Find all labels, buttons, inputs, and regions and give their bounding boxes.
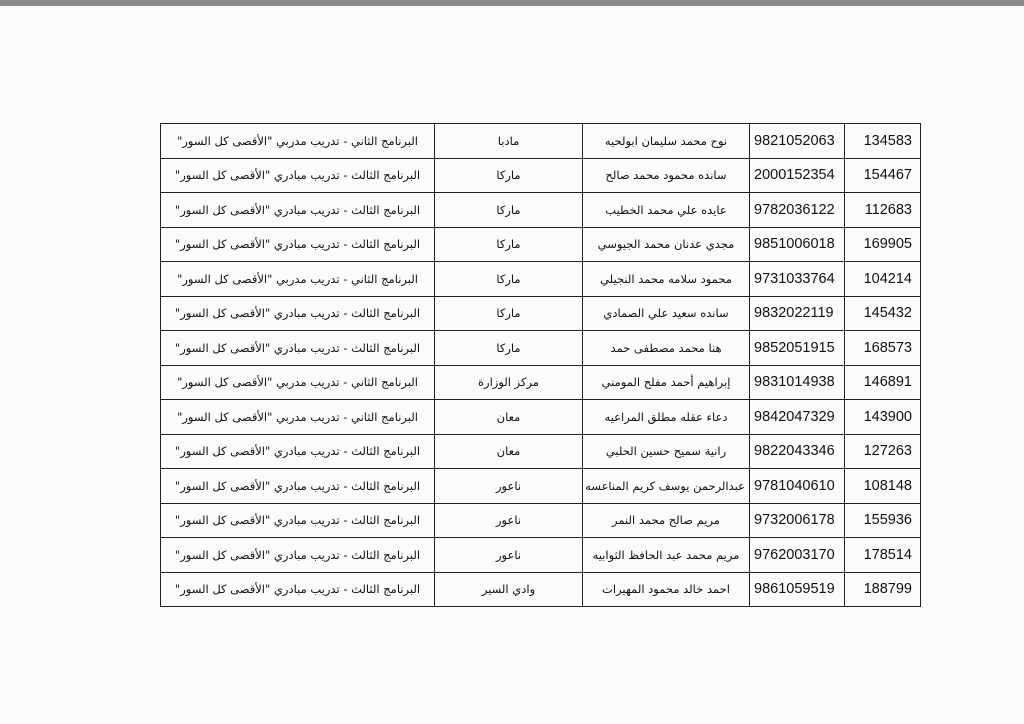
id-cell: 145432 xyxy=(845,296,921,331)
national-number-cell: 9762003170 xyxy=(750,538,845,573)
id-cell: 104214 xyxy=(845,262,921,297)
national-number-cell: 9852051915 xyxy=(750,331,845,366)
table-row xyxy=(161,365,921,400)
table-row xyxy=(161,572,921,607)
program-cell: البرنامج الثالث - تدريب مبادري "الأقصى كل السور" xyxy=(161,503,435,538)
program-cell: البرنامج الثالث - تدريب مبادري "الأقصى كل السور" xyxy=(161,296,435,331)
program-cell: البرنامج الثالث - تدريب مبادري "الأقصى كل السور" xyxy=(161,538,435,573)
table-row xyxy=(161,434,921,469)
national-number-cell: 2000152354 xyxy=(750,158,845,193)
table-row xyxy=(161,158,921,193)
name-cell: دعاء عقله مطلق المراعيه xyxy=(583,400,750,435)
name-cell: عبدالرحمن يوسف كريم المناعسه xyxy=(583,469,750,504)
program-cell: البرنامج الثالث - تدريب مبادري "الأقصى كل السور" xyxy=(161,158,435,193)
name-cell: احمد خالد محمود المهيرات xyxy=(583,572,750,607)
directorate-cell: ماركا xyxy=(435,331,583,366)
table-row xyxy=(161,193,921,228)
table-row xyxy=(161,538,921,573)
program-cell: البرنامج الثالث - تدريب مبادري "الأقصى كل السور" xyxy=(161,434,435,469)
id-cell: 146891 xyxy=(845,365,921,400)
table-row xyxy=(161,469,921,504)
directorate-cell: معان xyxy=(435,434,583,469)
name-cell: مريم محمد عبد الحافظ الثوابيه xyxy=(583,538,750,573)
program-cell: البرنامج الثالث - تدريب مبادري "الأقصى كل السور" xyxy=(161,331,435,366)
directorate-cell: وادي السير xyxy=(435,572,583,607)
name-cell: هنا محمد مصطفى حمد xyxy=(583,331,750,366)
program-cell: البرنامج الثالث - تدريب مبادري "الأقصى كل السور" xyxy=(161,227,435,262)
directorate-cell: ماركا xyxy=(435,296,583,331)
directorate-cell: ناعور xyxy=(435,469,583,504)
id-cell: 154467 xyxy=(845,158,921,193)
name-cell: نوح محمد سليمان ابولحيه xyxy=(583,124,750,159)
table-row xyxy=(161,331,921,366)
directorate-cell: ناعور xyxy=(435,503,583,538)
id-cell: 143900 xyxy=(845,400,921,435)
program-cell: البرنامج الثاني - تدريب مدربي "الأقصى كل السور" xyxy=(161,262,435,297)
program-cell: البرنامج الثاني - تدريب مدربي "الأقصى كل السور" xyxy=(161,400,435,435)
id-cell: 108148 xyxy=(845,469,921,504)
table-body xyxy=(161,124,921,607)
document-page xyxy=(0,6,1024,724)
name-cell: مجدي عدنان محمد الجيوسي xyxy=(583,227,750,262)
directorate-cell: ماركا xyxy=(435,227,583,262)
participants-table xyxy=(160,123,921,607)
table-row xyxy=(161,503,921,538)
id-cell: 178514 xyxy=(845,538,921,573)
program-cell: البرنامج الثالث - تدريب مبادري "الأقصى كل السور" xyxy=(161,193,435,228)
name-cell: عايده علي محمد الخطيب xyxy=(583,193,750,228)
national-number-cell: 9821052063 xyxy=(750,124,845,159)
id-cell: 112683 xyxy=(845,193,921,228)
national-number-cell: 9842047329 xyxy=(750,400,845,435)
national-number-cell: 9861059519 xyxy=(750,572,845,607)
national-number-cell: 9782036122 xyxy=(750,193,845,228)
directorate-cell: مادبا xyxy=(435,124,583,159)
table-row xyxy=(161,227,921,262)
national-number-cell: 9832022119 xyxy=(750,296,845,331)
id-cell: 188799 xyxy=(845,572,921,607)
program-cell: البرنامج الثاني - تدريب مدربي "الأقصى كل السور" xyxy=(161,124,435,159)
directorate-cell: ناعور xyxy=(435,538,583,573)
national-number-cell: 9732006178 xyxy=(750,503,845,538)
table-row xyxy=(161,262,921,297)
name-cell: سانده سعيد علي الصمادي xyxy=(583,296,750,331)
program-cell: البرنامج الثاني - تدريب مدربي "الأقصى كل السور" xyxy=(161,365,435,400)
name-cell: إبراهيم أحمد مفلح المومني xyxy=(583,365,750,400)
program-cell: البرنامج الثالث - تدريب مبادري "الأقصى كل السور" xyxy=(161,469,435,504)
table-row xyxy=(161,400,921,435)
directorate-cell: ماركا xyxy=(435,158,583,193)
national-number-cell: 9781040610 xyxy=(750,469,845,504)
table-row xyxy=(161,296,921,331)
national-number-cell: 9731033764 xyxy=(750,262,845,297)
national-number-cell: 9822043346 xyxy=(750,434,845,469)
national-number-cell: 9831014938 xyxy=(750,365,845,400)
directorate-cell: مركز الوزارة xyxy=(435,365,583,400)
directorate-cell: ماركا xyxy=(435,193,583,228)
id-cell: 155936 xyxy=(845,503,921,538)
name-cell: محمود سلامه محمد النجيلي xyxy=(583,262,750,297)
national-number-cell: 9851006018 xyxy=(750,227,845,262)
table-row xyxy=(161,124,921,159)
name-cell: رانية سميح حسين الحلبي xyxy=(583,434,750,469)
name-cell: مريم صالح محمد النمر xyxy=(583,503,750,538)
id-cell: 169905 xyxy=(845,227,921,262)
id-cell: 134583 xyxy=(845,124,921,159)
name-cell: سانده محمود محمد صالح xyxy=(583,158,750,193)
id-cell: 127263 xyxy=(845,434,921,469)
id-cell: 168573 xyxy=(845,331,921,366)
directorate-cell: معان xyxy=(435,400,583,435)
directorate-cell: ماركا xyxy=(435,262,583,297)
program-cell: البرنامج الثالث - تدريب مبادري "الأقصى كل السور" xyxy=(161,572,435,607)
